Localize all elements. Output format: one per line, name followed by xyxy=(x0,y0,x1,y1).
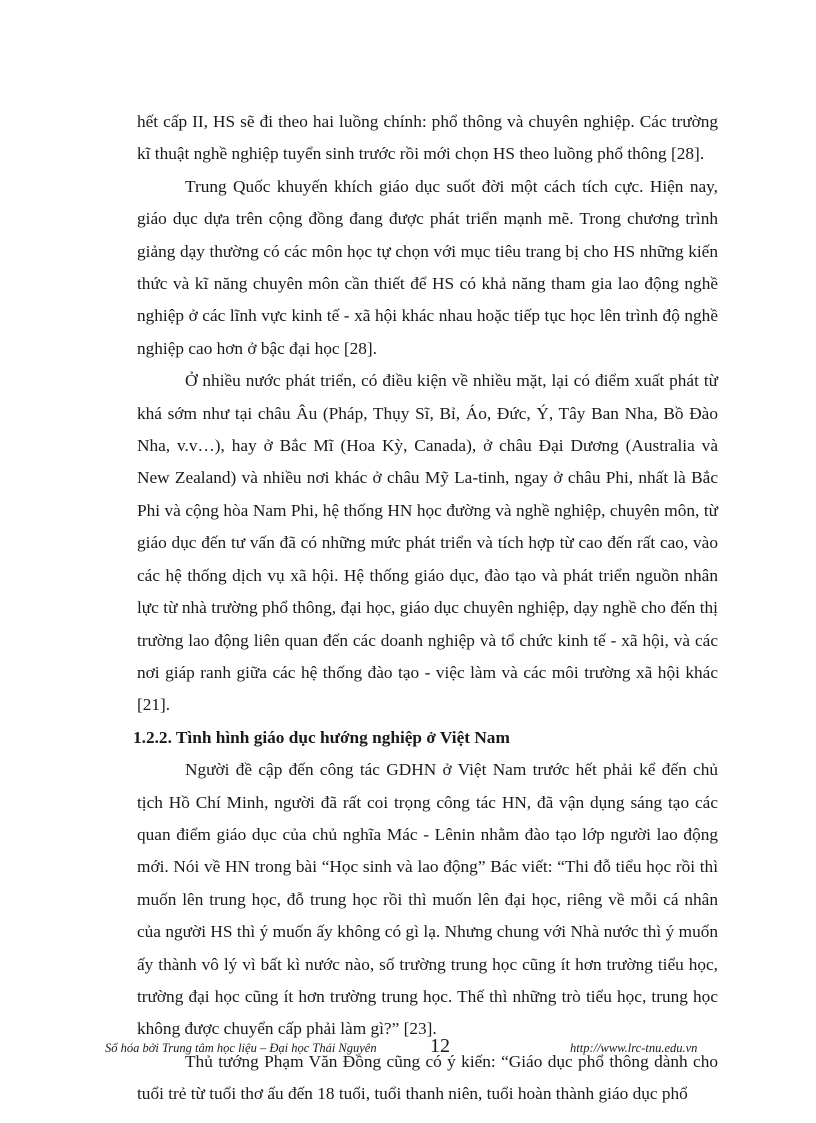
paragraph-pham-van-dong: Thủ tướng Phạm Văn Đồng cũng có ý kiến: “Giáo dục phổ thông dành cho tuổi trẻ từ tuổi thơ ấu đến 18 tuổi, tuổi thanh niên, tuổi hoàn thành giáo dục phổ xyxy=(137,1051,718,1104)
page-footer xyxy=(0,1035,816,1065)
section-heading: 1.2.2. Tình hình giáo dục hướng nghiệp ở Việt Nam xyxy=(133,727,510,747)
paragraph-developed-countries: Ở nhiều nước phát triển, có điều kiện về nhiều mặt, lại có điểm xuất phát từ khá sớm như tại châu Âu (Pháp, Thụy Sĩ, Bỉ, Áo, Đức, Ý, Tây Ban Nha, Bồ Đào Nha, v.v…), hay ở Bắc Mĩ (Hoa Kỳ, Canada), ở châu Đại Dương (Australia và New Zealand) và nhiều nơi khác ở châu Mỹ La-tinh, ngay ở châu Phi, nhất là Bắc Phi và cộng hòa Nam Phi, hệ thống HN học đường và nghề nghiệp, chuyên môn, từ giáo dục đến tư vấn đã có những mức phát triển và tích hợp từ cao đến rất cao, vào các hệ thống dịch vụ xã hội. Hệ thống giáo dục, đào tạo và phát triển nguồn nhân lực từ nhà trường phổ thông, đại học, giáo dục chuyên nghiệp, dạy nghề cho đến thị trường lao động liên quan đến các doanh nghiệp và tổ chức kinh tế - xã hội, và các nơi giáp ranh giữa các hệ thống đào tạo - việc làm và các môi trường xã hội khác [21]. xyxy=(137,371,718,715)
paragraph-china: Trung Quốc khuyến khích giáo dục suốt đời một cách tích cực. Hiện nay, giáo dục dựa trên cộng đồng đang được phát triển mạnh mẽ. Trong chương trình giảng dạy thường có các môn học tự chọn với mục tiêu trang bị cho HS những kiến thức và kĩ năng chuyên môn cần thiết để HS có khả năng tham gia lao động nghề nghiệp ở các lĩnh vực kinh tế - xã hội khác nhau hoặc tiếp tục học lên trình độ nghề nghiệp cao hơn ở bậc đại học [28]. xyxy=(137,176,718,358)
paragraph-ho-chi-minh: Người đề cập đến công tác GDHN ở Việt Nam trước hết phải kể đến chủ tịch Hồ Chí Minh, người đã rất coi trọng công tác HN, đã vận dụng sáng tạo các quan điểm giáo dục của chủ nghĩa Mác - Lênin nhằm đào tạo lớp người lao động mới. Nói về HN trong bài “Học sinh và lao động” Bác viết: “Thi đỗ tiểu học rồi thì muốn lên trung học, đỗ trung học rồi thì muốn lên đại học, riêng về mỗi cá nhân của người HS thì ý muốn ấy không có gì lạ. Nhưng chung với Nhà nước thì ý muốn ấy thành vô lý vì bất kì nước nào, số trường trung học cũng ít hơn trường tiểu học, trường đại học cũng ít hơn trường trung học. Thế thì những trò tiểu học, trung học không được chuyển cấp phải làm gì?” [23]. xyxy=(137,760,718,1039)
footer-source: Số hóa bởi Trung tâm học liệu – Đại học Thái Nguyên xyxy=(105,1041,377,1055)
paragraph-continuation: hết cấp II, HS sẽ đi theo hai luồng chính: phổ thông và chuyên nghiệp. Các trường kĩ thuật nghề nghiệp tuyển sinh trước rồi mới chọn HS theo luồng phổ thông [28]. xyxy=(137,112,718,164)
footer-url[interactable]: http://www.lrc-tnu.edu.vn xyxy=(570,1041,698,1055)
page-number: 12 xyxy=(430,1035,450,1057)
body-text xyxy=(133,106,718,1111)
